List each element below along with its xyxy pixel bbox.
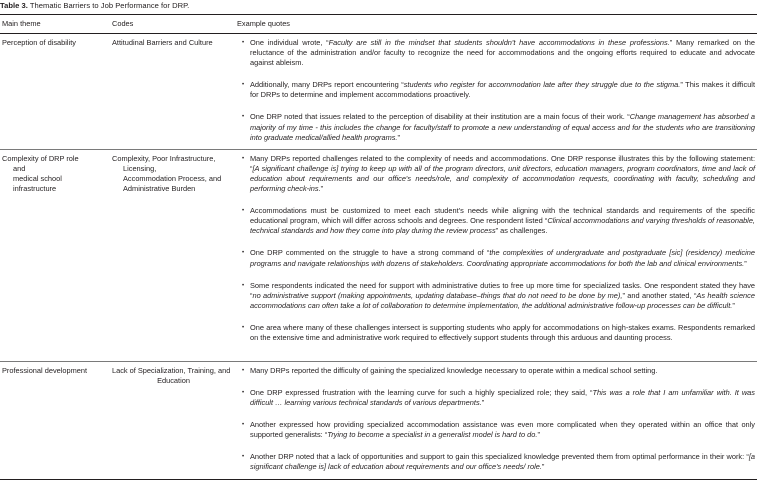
- quote-item: [237, 452, 757, 472]
- quote-list: [237, 38, 757, 143]
- thematic-barriers-table: [0, 14, 757, 480]
- quote-item: [237, 366, 757, 376]
- quote-text: Another DRP noted that a lack of opportunities and support to gain this specialized knowledge prevented them from optimal performance in their work: “: [250, 452, 749, 462]
- quote-item: [237, 420, 757, 440]
- code-text: Administrative Burden: [123, 184, 196, 194]
- quote-item: [237, 206, 757, 236]
- quote-text: ”: [320, 184, 324, 194]
- quote-text: Some respondents indicated the need for support with administrative duties to free up more time for specialized tasks. One respondent stated they have “: [250, 280, 755, 300]
- table-title: Thematic Barriers to Job Performance for DRP.: [29, 1, 190, 10]
- quote-text: Accommodations must be customized to meet each student's needs while aligning with the technical standards and requirements of the specific educational program, which will differ across schools and degrees. One respondent listed “: [250, 206, 755, 226]
- main-theme-text: Complexity of DRP role: [2, 153, 79, 163]
- example-quotes-cell: [235, 34, 757, 150]
- main-theme-cell: [0, 34, 110, 150]
- quote-text: One individual wrote, “: [250, 38, 329, 47]
- quote-text: ”: [537, 430, 540, 440]
- code-text: Attitudinal Barriers and Culture: [112, 38, 213, 47]
- quote-text: Another expressed how providing specialized accommodation assistance was even more complicated when they operated within an office that only supported generalists: “: [250, 420, 755, 440]
- quote-text: ”: [744, 258, 747, 268]
- quote-text: ”: [481, 397, 485, 407]
- quote-italic-text: students who register for accommodation late after they struggle due to the stigma.: [403, 80, 681, 90]
- quote-item: [237, 80, 757, 100]
- example-quotes-cell: [235, 361, 757, 479]
- quote-italic-text: [A significant challenge is] trying to keep up with all of the program directors, unit directors, education managers, program coordinators, time and lack of education about requirements and our office's needs/role, and complexity of accommodation requests, coordinating with faculty, scheduling and performing check-ins.: [250, 163, 755, 194]
- quote-text: ” and another stated, “: [622, 290, 697, 300]
- header-main-theme: Main theme: [0, 15, 110, 34]
- quote-text: One DRP expressed frustration with the learning curve for such a highly specialized role; they said, “: [250, 387, 593, 397]
- quote-item: [237, 248, 757, 268]
- main-theme-text: Perception of disability: [2, 38, 76, 47]
- quote-italic-text: the complexities of undergraduate and postgraduate [sic] (residency) medicine programs and navigate relationships with dozens of stakeholders. Coordinating appropriate accommodations for both the lab and clinical environments.: [250, 248, 755, 268]
- quote-text: One DRP noted that issues related to the perception of disability at their institution are a main focus of their work. “: [250, 112, 630, 122]
- quote-italic-text: [a significant challenge is] lack of education about requirements and our office's needs/ role.: [250, 452, 755, 472]
- main-theme-cell: [0, 361, 110, 479]
- table-header-row: [0, 15, 757, 34]
- quote-text: Many DRPs reported challenges related to the complexity of needs and accommodations. One DRP response illustrates this by the following statement: “: [250, 153, 755, 173]
- header-codes: Codes: [110, 15, 235, 34]
- quote-text: ”: [732, 300, 735, 310]
- quote-italic-text: no administrative support (making appointments, updating database–things that do not need to be done by me),: [252, 290, 623, 300]
- example-quotes-cell: [235, 149, 757, 361]
- table-row: [0, 149, 757, 361]
- code-text: Licensing,: [123, 163, 157, 173]
- quote-italic-text: Faculty are still in the mindset that students shouldn't have accommodations in these professions.: [328, 38, 670, 47]
- quote-text: Many DRPs reported the difficulty of gaining the specialized knowledge necessary to operate within a medical school setting.: [250, 365, 658, 375]
- quote-italic-text: As health science accommodations can often take a lot of collaboration to determine implementation, the additional administrative follow-up processes can be difficult.: [250, 290, 755, 310]
- code-text: Education: [157, 375, 190, 385]
- header-example-quotes: Example quotes: [235, 15, 757, 34]
- quote-list: [237, 154, 757, 343]
- quote-text: ” This makes it difficult for DRPs to determine and implement accommodations proactively.: [250, 80, 755, 100]
- main-theme-text: infrastructure: [13, 184, 57, 194]
- code-text: Accommodation Process, and: [123, 173, 222, 183]
- quote-italic-text: Clinical accommodations and varying thresholds of reasonable, technical standards and how they come into play during the review process: [250, 216, 755, 236]
- main-theme-text: and: [13, 163, 26, 173]
- quote-text: ” Many remarked on the reluctance of the administration and/or faculty to recognize the need for accommodations and the ongoing efforts required to educate and advocate against ableism.: [250, 38, 755, 68]
- table-caption: [0, 1, 189, 11]
- quote-text: ” as challenges.: [495, 226, 548, 236]
- code-text: Lack of Specialization, Training, and: [112, 365, 231, 375]
- table-row: [0, 34, 757, 150]
- quote-text: ”: [397, 132, 400, 142]
- quote-item: [237, 323, 757, 343]
- table-label: Table 3.: [0, 1, 28, 10]
- quote-italic-text: This was a role that I am unfamiliar with. It was difficult … learning various technical standards of various departments.: [250, 387, 755, 407]
- quote-italic-text: Change management has absorbed a majority of my time - this includes the change for faculty/staff to promote a new understanding of equal access and for the students who are transitioning into graduate medical/allied health programs.: [250, 112, 755, 142]
- quote-text: One area where many of these challenges intersect is supporting students who apply for accommodations on high-stakes exams. Respondents remarked on the extensive time and administrative work required to effectively support students through this arduous and daunting process.: [250, 322, 755, 342]
- main-theme-text: Professional development: [2, 365, 88, 375]
- main-theme-cell: [0, 149, 110, 361]
- quote-item: [237, 154, 757, 194]
- quote-text: Additionally, many DRPs report encountering “: [250, 80, 404, 90]
- quote-item: [237, 281, 757, 311]
- quote-italic-text: Trying to become a specialist in a generalist model is hard to do.: [327, 430, 538, 440]
- codes-cell: [110, 149, 235, 361]
- main-theme-text: medical school: [13, 173, 62, 183]
- codes-cell: [110, 34, 235, 150]
- codes-cell: [110, 361, 235, 479]
- quote-item: [237, 388, 757, 408]
- code-text: Complexity, Poor Infrastructure,: [112, 153, 216, 163]
- quote-text: ”: [541, 462, 545, 472]
- quote-item: [237, 112, 757, 142]
- quote-text: One DRP commented on the struggle to have a strong command of “: [250, 248, 490, 258]
- quote-list: [237, 366, 757, 473]
- table-row: [0, 361, 757, 479]
- quote-item: [237, 38, 757, 68]
